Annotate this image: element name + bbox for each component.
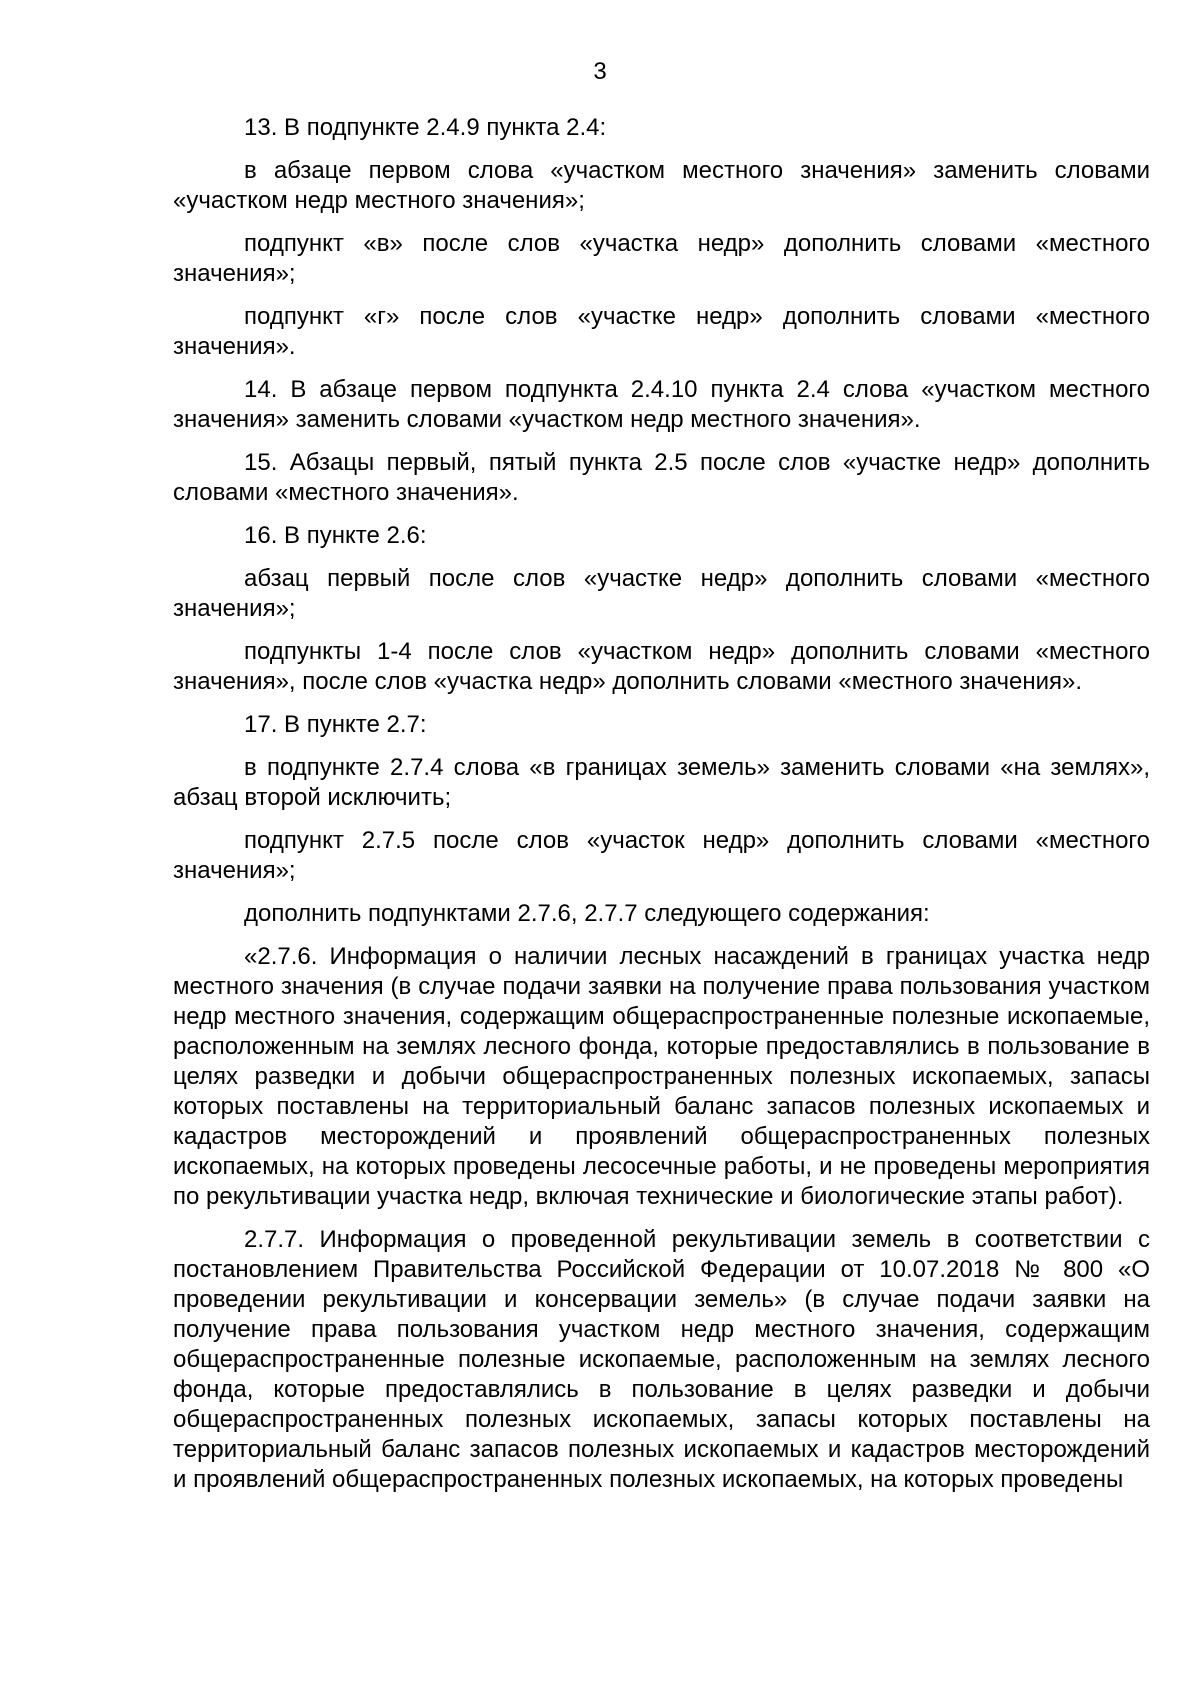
page-number: 3	[593, 58, 607, 85]
paragraph-item-17: 17. В пункте 2.7:	[244, 711, 427, 738]
paragraph-item-16: 16. В пункте 2.6:	[244, 522, 427, 549]
paragraph-item-13: 13. В подпункте 2.4.9 пункта 2.4:	[244, 114, 607, 141]
paragraph-item-13-subitem-g: подпункт «г» после слов «участке недр» дополнить словами «местного значения».	[173, 303, 1150, 360]
paragraph-item-14: 14. В абзаце первом подпункта 2.4.10 пункта 2.4 слова «участком местного значения» заменить словами «участком недр местного значения».	[173, 376, 1150, 433]
paragraph-item-13-first-subitem: в абзаце первом слова «участком местного значения» заменить словами «участком недр местного значения»;	[173, 157, 1150, 214]
paragraph-item-15: 15. Абзацы первый, пятый пункта 2.5 после слов «участке недр» дополнить словами «местного значения».	[173, 449, 1150, 506]
paragraph-item-17-add-subitems: дополнить подпунктами 2.7.6, 2.7.7 следующего содержания:	[244, 900, 930, 927]
paragraph-item-16-first-subitem: абзац первый после слов «участке недр» дополнить словами «местного значения»;	[173, 565, 1150, 622]
paragraph-item-16-subitems-1-4: подпункты 1-4 после слов «участком недр» дополнить словами «местного значения», после слов «участка недр» дополнить словами «местного значения».	[173, 638, 1150, 695]
paragraph-item-17-subitem-2-7-5: подпункт 2.7.5 после слов «участок недр» дополнить словами «местного значения»;	[173, 827, 1150, 884]
paragraph-subitem-2-7-6: «2.7.6. Информация о наличии лесных насаждений в границах участка недр местного значения (в случае подачи заявки на получение права пользования участком недр местного значения, содержащим общераспространенные полезные ископаемые, расположенным на землях лесного фонда, которые предоставлялись в пользование в целях разведки и добычи общераспространенных полезных ископаемых, запасы которых поставлены на территориальный баланс запасов полезных ископаемых и кадастров месторождений и проявлений общераспространенных полезных ископаемых, на которых проведены лесосечные работы, и не проведены мероприятия по рекультивации участка недр, включая технические и биологические этапы работ).	[173, 943, 1150, 1210]
paragraph-item-13-subitem-v: подпункт «в» после слов «участка недр» дополнить словами «местного значения»;	[173, 230, 1150, 287]
paragraph-subitem-2-7-7: 2.7.7. Информация о проведенной рекультивации земель в соответствии с постановлением Правительства Российской Федерации от 10.07.2018 № 800 «О проведении рекультивации и консервации земель» (в случае подачи заявки на получение права пользования участком недр местного значения, содержащим общераспространенные полезные ископаемые, расположенным на землях лесного фонда, которые предоставлялись в пользование в целях разведки и добычи общераспространенных полезных ископаемых, запасы которых поставлены на территориальный баланс запасов полезных ископаемых и кадастров месторождений и проявлений общераспространенных полезных ископаемых, на которых проведены	[173, 1226, 1150, 1493]
paragraph-item-17-subitem-2-7-4: в подпункте 2.7.4 слова «в границах земель» заменить словами «на землях», абзац второй исключить;	[173, 754, 1150, 811]
document-body	[173, 113, 1150, 1495]
